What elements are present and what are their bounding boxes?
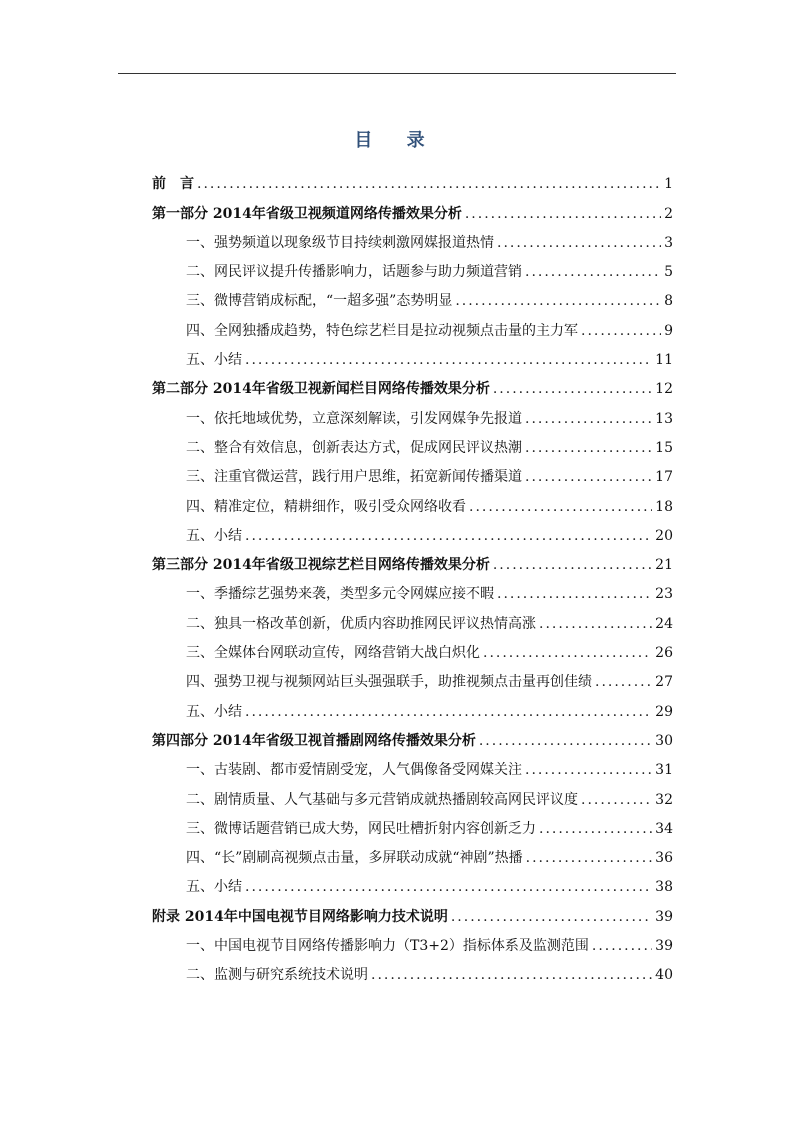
toc-entry-part-4[interactable] — [152, 723, 673, 752]
toc-entry-preface[interactable] — [152, 166, 673, 195]
dot-leader — [371, 964, 652, 986]
toc-entry-page: 2 — [664, 205, 673, 222]
toc-entry-part-1[interactable] — [152, 195, 673, 224]
dot-leader — [455, 290, 661, 312]
dot-leader — [497, 232, 661, 254]
toc-entry-page: 31 — [655, 762, 673, 779]
toc-entry-4-2[interactable] — [152, 781, 673, 810]
toc-entry-page: 34 — [655, 820, 673, 837]
toc-entry-page: 40 — [655, 967, 673, 984]
toc-entry-page: 30 — [655, 732, 673, 749]
toc-entry-appendix-2[interactable] — [152, 957, 673, 986]
dot-leader — [525, 437, 652, 459]
toc-entry-label: 二、整合有效信息，创新表达方式，促成网民评议热潮 — [186, 439, 522, 456]
dot-leader — [483, 642, 652, 664]
toc-entry-2-2[interactable] — [152, 430, 673, 459]
toc-entry-label: 第三部分 2014年省级卫视综艺栏目网络传播效果分析 — [152, 557, 490, 574]
toc-entry-page: 38 — [655, 879, 673, 896]
toc-entry-label: 二、网民评议提升传播影响力，话题参与助力频道营销 — [186, 264, 522, 281]
toc-entry-1-5[interactable] — [152, 342, 673, 371]
toc-entry-4-5[interactable] — [152, 869, 673, 898]
toc-entry-page: 39 — [655, 938, 673, 955]
toc-entry-page: 9 — [664, 322, 673, 339]
dot-leader — [451, 906, 652, 928]
toc-entry-page: 5 — [664, 264, 673, 281]
toc-entry-label: 二、独具一格改革创新，优质内容助推网民评议热情高涨 — [186, 615, 536, 632]
toc-entry-page: 3 — [664, 234, 673, 251]
toc-entry-label: 一、季播综艺强势来袭，类型多元令网媒应接不暇 — [186, 586, 494, 603]
dot-leader — [493, 554, 652, 576]
toc-entry-label: 一、中国电视节目网络传播影响力（T3+2）指标体系及监测范围 — [186, 938, 589, 955]
toc-entry-page: 13 — [655, 410, 673, 427]
toc-entry-label: 第二部分 2014年省级卫视新闻栏目网络传播效果分析 — [152, 381, 490, 398]
toc-title: 目 录 — [354, 130, 439, 151]
toc-entry-label: 三、微博营销成标配，“一超多强”态势明显 — [186, 293, 453, 310]
toc-entry-label: 五、小结 — [186, 879, 242, 896]
dot-leader — [493, 378, 652, 400]
dot-leader — [245, 701, 652, 723]
toc-entry-3-1[interactable] — [152, 576, 673, 605]
dot-leader — [245, 525, 652, 547]
toc-entry-label: 二、剧情质量、人气基础与多元营销成就热播剧较高网民评议度 — [186, 791, 578, 808]
toc-entry-1-3[interactable] — [152, 283, 673, 312]
toc-entry-3-3[interactable] — [152, 635, 673, 664]
toc-entry-page: 8 — [664, 293, 673, 310]
toc-entry-3-5[interactable] — [152, 693, 673, 722]
toc-entry-label: 前 言 — [152, 176, 194, 193]
toc-entry-3-2[interactable] — [152, 605, 673, 634]
toc-entry-label: 第一部分 2014年省级卫视频道网络传播效果分析 — [152, 205, 462, 222]
dot-leader — [479, 730, 652, 752]
toc-entry-label: 四、强势卫视与视频网站巨头强强联手，助推视频点击量再创佳绩 — [186, 674, 592, 691]
dot-leader — [525, 408, 652, 430]
toc-entry-label: 三、全媒体台网联动宣传，网络营销大战白炽化 — [186, 645, 480, 662]
toc-entry-page: 29 — [655, 703, 673, 720]
toc-entry-page: 23 — [655, 586, 673, 603]
toc-entry-appendix[interactable] — [152, 898, 673, 927]
toc-entry-part-3[interactable] — [152, 547, 673, 576]
toc-entry-page: 39 — [655, 908, 673, 925]
dot-leader — [581, 789, 652, 811]
dot-leader — [525, 261, 661, 283]
toc-entry-label: 一、依托地域优势，立意深刻解读，引发网媒争先报道 — [186, 410, 522, 427]
toc-entry-page: 21 — [655, 557, 673, 574]
toc-entry-2-1[interactable] — [152, 400, 673, 429]
dot-leader — [592, 935, 652, 957]
toc-entry-page: 1 — [664, 176, 673, 193]
toc-entry-page: 11 — [655, 352, 673, 369]
toc-entry-label: 二、监测与研究系统技术说明 — [186, 967, 368, 984]
toc-entry-label: 三、微博话题营销已成大势，网民吐槽折射内容创新乏力 — [186, 820, 536, 837]
dot-leader — [595, 671, 652, 693]
toc-entry-label: 五、小结 — [186, 352, 242, 369]
toc-entry-page: 36 — [655, 850, 673, 867]
toc-entry-label: 附录 2014年中国电视节目网络影响力技术说明 — [152, 908, 448, 925]
toc-entry-2-3[interactable] — [152, 459, 673, 488]
toc-entry-page: 17 — [655, 469, 673, 486]
dot-leader — [525, 466, 652, 488]
toc-entry-label: 第四部分 2014年省级卫视首播剧网络传播效果分析 — [152, 732, 476, 749]
dot-leader — [197, 173, 661, 195]
toc-entry-page: 20 — [655, 527, 673, 544]
toc-entry-label: 三、注重官微运营，践行用户思维，拓宽新闻传播渠道 — [186, 469, 522, 486]
toc-entry-page: 12 — [655, 381, 673, 398]
toc-entry-page: 24 — [655, 615, 673, 632]
toc-entry-4-3[interactable] — [152, 811, 673, 840]
toc-entry-4-1[interactable] — [152, 752, 673, 781]
table-of-contents — [152, 166, 673, 986]
toc-entry-page: 27 — [655, 674, 673, 691]
toc-entry-appendix-1[interactable] — [152, 928, 673, 957]
toc-entry-1-2[interactable] — [152, 254, 673, 283]
dot-leader — [539, 613, 652, 635]
toc-entry-label: 一、强势频道以现象级节目持续刺激网媒报道热情 — [186, 234, 494, 251]
toc-entry-1-4[interactable] — [152, 312, 673, 341]
dot-leader — [469, 496, 652, 518]
toc-entry-2-4[interactable] — [152, 488, 673, 517]
toc-entry-label: 四、全网独播成趋势，特色综艺栏目是拉动视频点击量的主力军 — [186, 322, 578, 339]
dot-leader — [526, 847, 653, 869]
dot-leader — [581, 320, 661, 342]
toc-entry-label: 四、精准定位，精耕细作，吸引受众网络收看 — [186, 498, 466, 515]
dot-leader — [539, 818, 652, 840]
dot-leader — [245, 349, 652, 371]
toc-entry-1-1[interactable] — [152, 225, 673, 254]
toc-entry-page: 15 — [655, 439, 673, 456]
dot-leader — [497, 583, 652, 605]
toc-entry-label: 四、“长”剧刷高视频点击量，多屏联动成就“神剧”热播 — [186, 850, 523, 867]
toc-entry-label: 一、古装剧、都市爱情剧受宠，人气偶像备受网媒关注 — [186, 762, 522, 779]
dot-leader — [465, 203, 661, 225]
toc-entry-page: 32 — [655, 791, 673, 808]
toc-entry-label: 五、小结 — [186, 703, 242, 720]
toc-entry-page: 18 — [655, 498, 673, 515]
toc-entry-3-4[interactable] — [152, 664, 673, 693]
toc-entry-2-5[interactable] — [152, 518, 673, 547]
toc-entry-page: 26 — [655, 645, 673, 662]
toc-entry-4-4[interactable] — [152, 840, 673, 869]
toc-entry-part-2[interactable] — [152, 371, 673, 400]
toc-entry-label: 五、小结 — [186, 527, 242, 544]
header-rule — [118, 73, 676, 74]
dot-leader — [525, 759, 652, 781]
dot-leader — [245, 876, 652, 898]
